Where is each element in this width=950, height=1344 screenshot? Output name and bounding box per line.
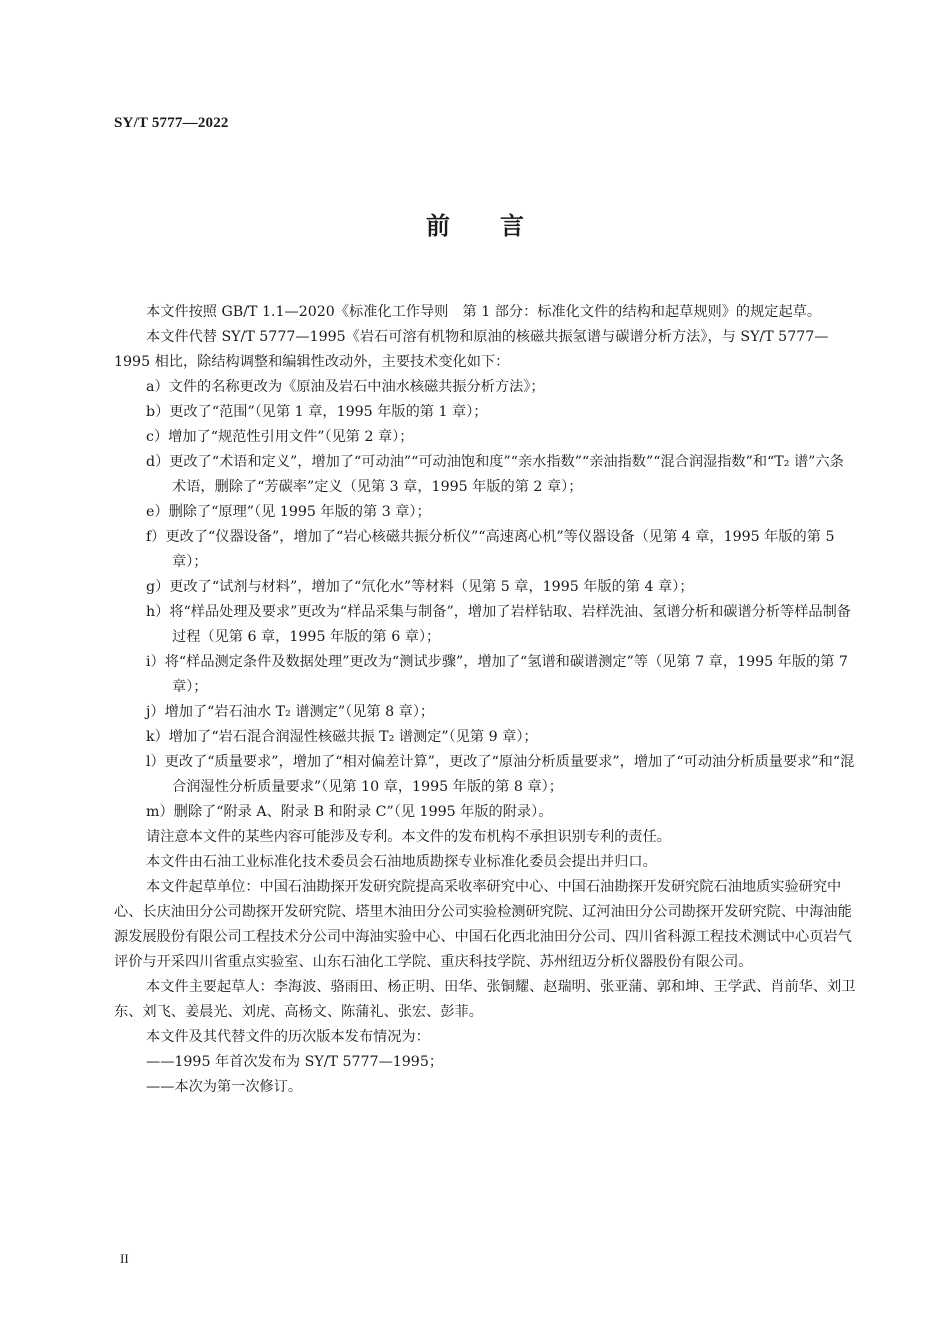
changes-list (114, 375, 856, 825)
list-item: i）将“样品测定条件及数据处理”更改为“测试步骤”，增加了“氢谱和碳谱测定”等（见第 7 章，1995 年版的第 7 章）； (146, 654, 848, 695)
list-item: d）更改了“术语和定义”，增加了“可动油”“可动油饱和度”“亲水指数”“亲油指数”“混合润湿指数”和“T₂ 谱”六条术语，删除了“芳碳率”定义（见第 3 章，1995 年版的第 2 章）； (146, 454, 844, 495)
list-item: g）更改了“试剂与材料”，增加了“氘化水”等材料（见第 5 章，1995 年版的第 4 章）； (146, 579, 694, 595)
list-item: j）增加了“岩石油水 T₂ 谱测定”（见第 8 章）； (146, 704, 435, 720)
paragraph: 本文件起草单位：中国石油勘探开发研究院提高采收率研究中心、中国石油勘探开发研究院石油地质实验研究中心、长庆油田分公司勘探开发研究院、塔里木油田分公司实验检测研究院、辽河油田分公司勘探开发研究院、中海油能源发展股份有限公司工程技术分公司中海油实验中心、中国石化西北油田分公司、四川省科源工程技术测试中心页岩气评价与开采四川省重点实验室、山东石油化工学院、重庆科技学院、苏州纽迈分析仪器股份有限公司。 (114, 879, 852, 970)
paragraph: 请注意本文件的某些内容可能涉及专利。本文件的发布机构不承担识别专利的责任。 (146, 829, 671, 845)
paragraph: 本文件及其代替文件的历次版本发布情况为： (146, 1029, 430, 1045)
page-number: II (120, 1251, 129, 1266)
history-item: ——本次为第一次修订。 (146, 1079, 303, 1095)
page-title: 前言 (426, 212, 574, 240)
list-item: l）更改了“质量要求”，增加了“相对偏差计算”，更改了“原油分析质量要求”，增加了“可动油分析质量要求”和“混合润湿性分析质量要求”（见第 10 章，1995 年版的第 8 章）； (146, 754, 855, 795)
list-item: a）文件的名称更改为《原油及岩石中油水核磁共振分析方法》； (146, 379, 545, 395)
paragraph: 本文件由石油工业标准化技术委员会石油地质勘探专业标准化委员会提出并归口。 (146, 854, 657, 870)
paragraph: 本文件主要起草人：李海波、骆雨田、杨正明、田华、张铜耀、赵瑞明、张亚蒲、郭和坤、王学武、肖前华、刘卫东、刘飞、姜晨光、刘虎、高杨文、陈蒲礼、张宏、彭菲。 (114, 979, 856, 1020)
paragraph: 本文件代替 SY/T 5777—1995《岩石可溶有机物和原油的核磁共振氢谱与碳谱分析方法》，与 SY/T 5777—1995 相比，除结构调整和编辑性改动外，主要技术变化如下： (114, 329, 829, 370)
standard-code: SY/T 5777—2022 (114, 115, 229, 131)
document-body (114, 300, 856, 1100)
history-item: ——1995 年首次发布为 SY/T 5777—1995； (146, 1054, 444, 1070)
list-item: c）增加了“规范性引用文件”（见第 2 章）； (146, 429, 414, 445)
list-item: k）增加了“岩石混合润湿性核磁共振 T₂ 谱测定”（见第 9 章）； (146, 729, 538, 745)
list-item: f）更改了“仪器设备”，增加了“岩心核磁共振分析仪”“高速离心机”等仪器设备（见第 4 章，1995 年版的第 5 章）； (146, 529, 835, 570)
list-item: b）更改了“范围”（见第 1 章，1995 年版的第 1 章）； (146, 404, 488, 420)
list-item: h）将“样品处理及要求”更改为“样品采集与制备”，增加了岩样钻取、岩样洗油、氢谱分析和碳谱分析等样品制备过程（见第 6 章，1995 年版的第 6 章）； (146, 604, 851, 645)
list-item: m）删除了“附录 A、附录 B 和附录 C”（见 1995 年版的附录）。 (146, 804, 553, 820)
list-item: e）删除了“原理”（见 1995 年版的第 3 章）； (146, 504, 431, 520)
paragraph: 本文件按照 GB/T 1.1—2020《标准化工作导则 第 1 部分：标准化文件的结构和起草规则》的规定起草。 (146, 304, 822, 320)
